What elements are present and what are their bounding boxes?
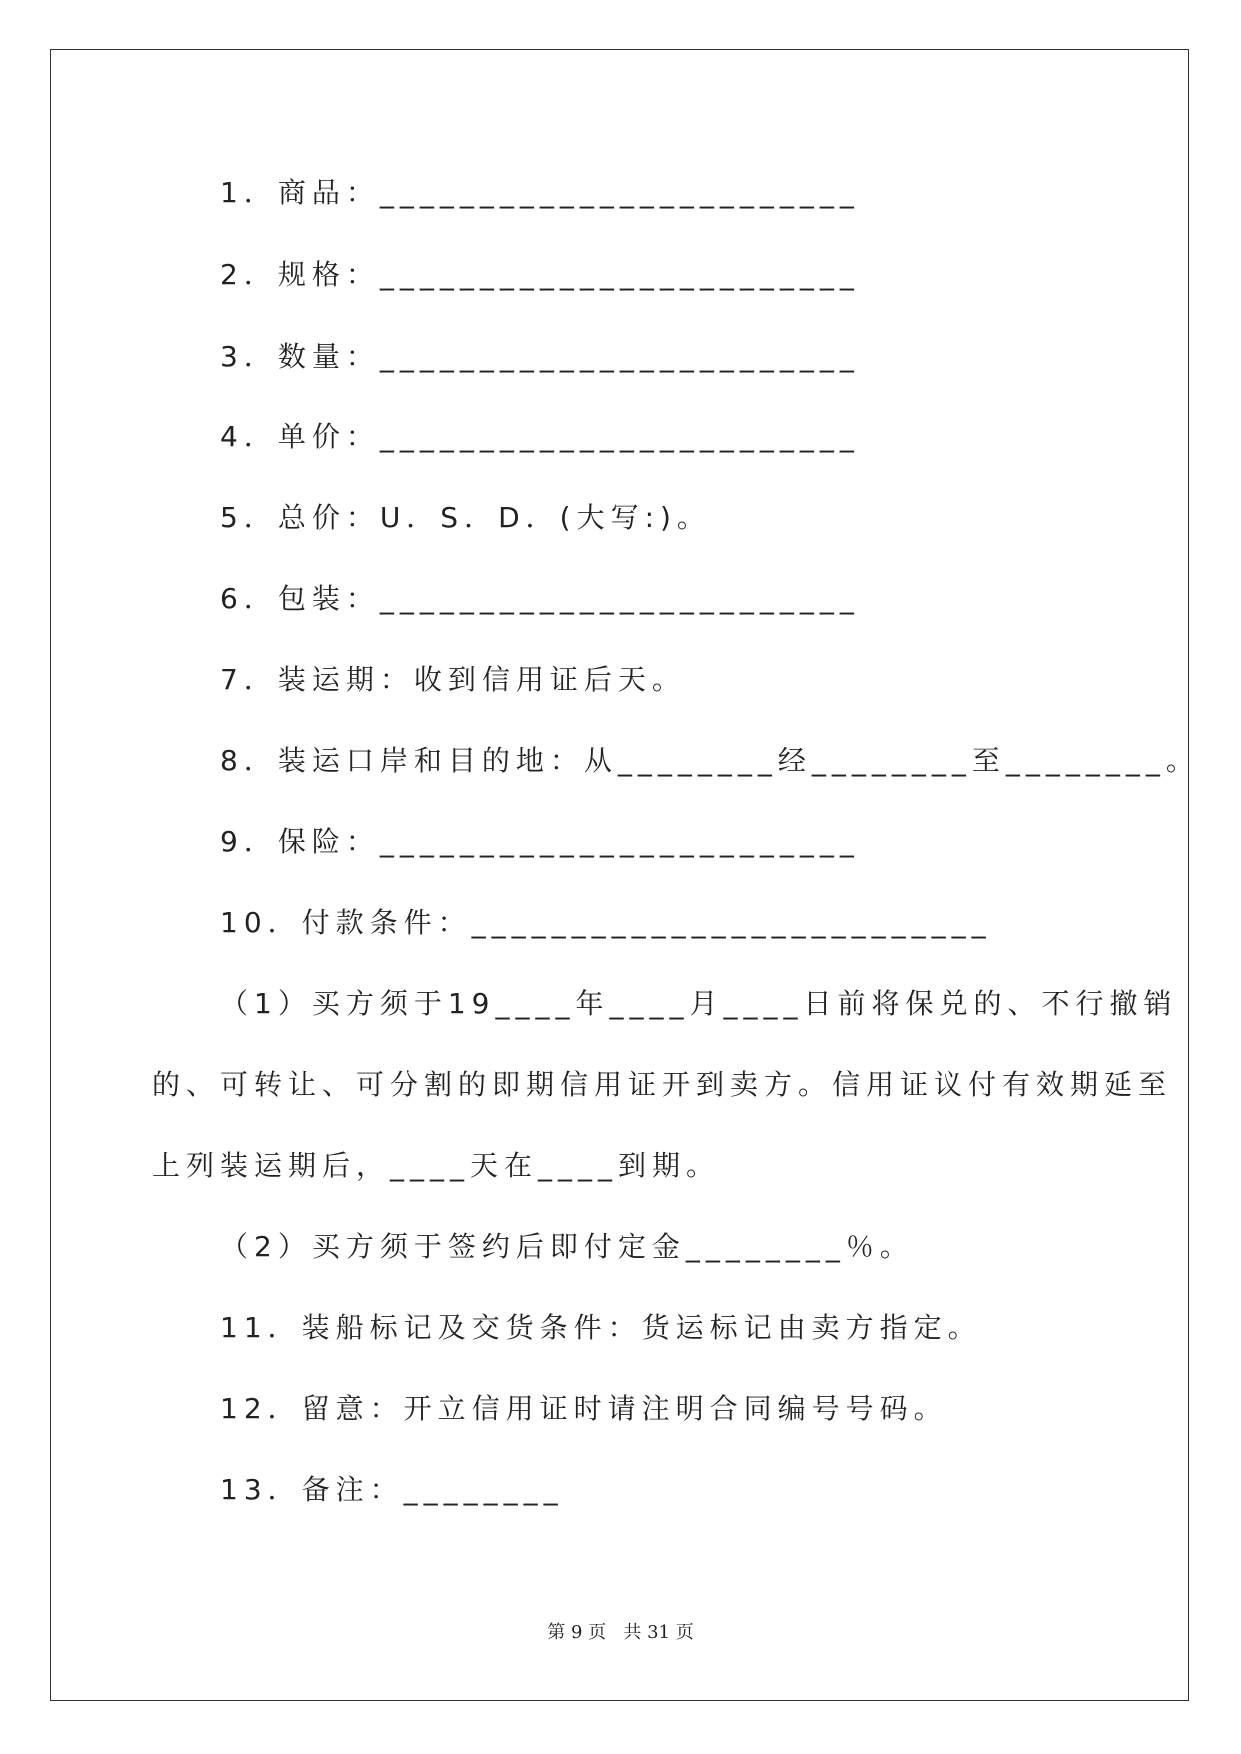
clause-7-shipment-period: 7．装运期：收到信用证后天。 bbox=[220, 663, 686, 696]
clause-10-2-deposit: （2）买方须于签约后即付定金________％。 bbox=[220, 1230, 914, 1263]
clause-8-ports: 8．装运口岸和目的地：从________经________至________。 bbox=[220, 744, 1200, 777]
clause-3-quantity: 3．数量：________________________ bbox=[220, 340, 860, 373]
clause-10-1-line-1: （1）买方须于19____年____月____日前将保兑的、不行撤销 bbox=[220, 987, 1178, 1020]
clause-5-total-price: 5．总价：U．S．D．(大写:)。 bbox=[220, 501, 711, 534]
clause-10-payment-terms: 10．付款条件：__________________________ bbox=[220, 906, 992, 939]
clause-13-remarks: 13．备注：________ bbox=[220, 1473, 564, 1506]
clause-2-specification: 2．规格：________________________ bbox=[220, 258, 860, 291]
clause-10-1-line-3: 上列装运期后，____天在____到期。 bbox=[152, 1149, 721, 1182]
clause-4-unit-price: 4．单价：________________________ bbox=[220, 420, 860, 453]
clause-12-notice: 12．留意：开立信用证时请注明合同编号号码。 bbox=[220, 1392, 948, 1425]
clause-1-commodity: 1．商品：________________________ bbox=[220, 176, 860, 209]
clause-9-insurance: 9．保险：________________________ bbox=[220, 825, 860, 858]
clause-6-packing: 6．包装：________________________ bbox=[220, 582, 860, 615]
page-number-footer: 第 9 页 共 31 页 bbox=[547, 1622, 694, 1643]
clause-10-1-line-2: 的、可转让、可分割的即期信用证开到卖方。信用证议付有效期延至 bbox=[152, 1068, 1173, 1101]
clause-11-shipping-marks: 11．装船标记及交货条件：货运标记由卖方指定。 bbox=[220, 1311, 982, 1344]
